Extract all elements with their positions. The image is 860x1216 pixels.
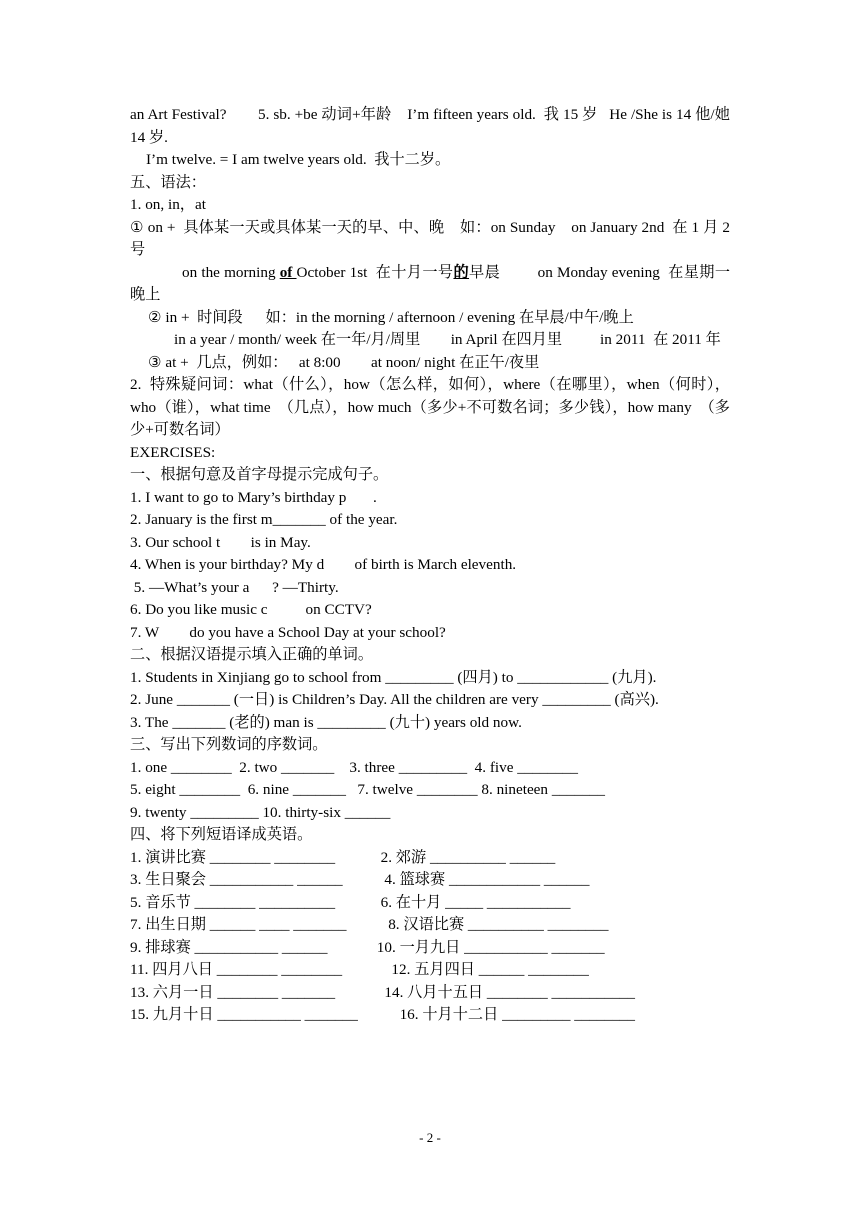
- exercise-item: 9. twenty _________ 10. thirty-six ______: [130, 803, 391, 821]
- text-line: I’m twelve. = I am twelve years old. 我十二岁。: [146, 151, 451, 168]
- exercise-item: 7. 出生日期 ______ ____ _______ 8. 汉语比赛 __________ ________: [130, 916, 609, 933]
- page-content: [130, 104, 734, 1027]
- text-line: [130, 329, 730, 352]
- section-heading: 五、语法：: [130, 173, 206, 191]
- text-line: ① on + 具体某一天或具体某一天的早、中、晚 如：on Sunday on January 2nd 在 1 月 2 号: [130, 218, 734, 258]
- exercise-item: 7. W do you have a School Day at your school?: [130, 623, 446, 641]
- exercise-item: 5. 音乐节 ________ __________ 6. 在十月 _____ ___________: [130, 893, 571, 911]
- text-line: 2. 特殊疑问词：what（什么），how（怎么样，如何），where（在哪里），when（何时），who（谁），what time （几点），how much（多少+不可数名词；多少钱），how many （多少+可数名词）: [130, 376, 730, 438]
- section-heading: 一、根据句意及首字母提示完成句子。: [130, 466, 389, 483]
- exercise-item: 3. The _______ (老的) man is _________ (九十) years old now.: [130, 713, 522, 731]
- text-line: 1. on, in，at: [130, 196, 206, 213]
- text-line: ② in + 时间段 如：in the morning / afternoon / evening 在早晨/中午/晚上: [148, 308, 634, 326]
- section-heading: EXERCISES:: [130, 443, 216, 461]
- underlined-word: of: [279, 263, 297, 281]
- exercise-item: 15. 九月十日 ___________ _______ 16. 十月十二日 _________ ________: [130, 1006, 635, 1023]
- exercise-item: 1. Students in Xinjiang go to school from _________ (四月) to ____________ (九月).: [130, 668, 657, 686]
- exercise-item: 11. 四月八日 ________ ________ 12. 五月四日 ______ ________: [130, 961, 589, 978]
- section-heading: 四、将下列短语译成英语。: [130, 826, 313, 843]
- text-fragment: on the morning: [182, 263, 280, 281]
- exercise-item: 2. January is the first m_______ of the year.: [130, 511, 398, 528]
- exercise-item: 5. —What’s your a ? —Thirty.: [130, 578, 339, 596]
- exercise-item: 1. one ________ 2. two _______ 3. three _________ 4. five ________: [130, 758, 578, 776]
- exercise-item: 2. June _______ (一日) is Children’s Day. All the children are very _________ (高兴).: [130, 691, 659, 708]
- text-fragment: October 1st 在十月一号: [296, 263, 454, 281]
- underlined-word: 的: [453, 263, 470, 281]
- text-fragment: 早晨 on Monday evening 在星期一晚上: [130, 263, 731, 303]
- exercise-item: 3. Our school t is in May.: [130, 533, 311, 551]
- text-line: ③ at + 几点，例如： at 8:00 at noon/ night 在正午/夜里: [148, 353, 540, 371]
- exercise-item: 9. 排球赛 ___________ ______ 10. 一月九日 ___________ _______: [130, 938, 605, 956]
- section-heading: 三、写出下列数词的序数词。: [130, 736, 328, 753]
- exercise-item: 1. 演讲比赛 ________ ________ 2. 郊游 __________ ______: [130, 848, 556, 866]
- exercise-item: 5. eight ________ 6. nine _______ 7. twelve ________ 8. nineteen _______: [130, 781, 605, 798]
- page-number: - 2 -: [419, 1130, 441, 1145]
- exercise-item: 1. I want to go to Mary’s birthday p .: [130, 488, 377, 506]
- text-line: [130, 262, 730, 307]
- exercise-item: 13. 六月一日 ________ _______ 14. 八月十五日 ________ ___________: [130, 983, 635, 1001]
- section-heading: 二、根据汉语提示填入正确的单词。: [130, 646, 373, 663]
- exercise-item: 6. Do you like music c on CCTV?: [130, 601, 372, 618]
- text-fragment: in a year / month/ week 在一年/月/周里 in April 在四月里 in 2011 在 2011 年: [174, 331, 721, 348]
- exercise-item: 3. 生日聚会 ___________ ______ 4. 篮球赛 ____________ ______: [130, 871, 590, 888]
- exercise-item: 4. When is your birthday? My d of birth is March eleventh.: [130, 556, 517, 573]
- text-line: an Art Festival? 5. sb. +be 动词+年龄 I’m fifteen years old. 我 15 岁 He /She is 14 他/她 14 岁.: [130, 106, 734, 146]
